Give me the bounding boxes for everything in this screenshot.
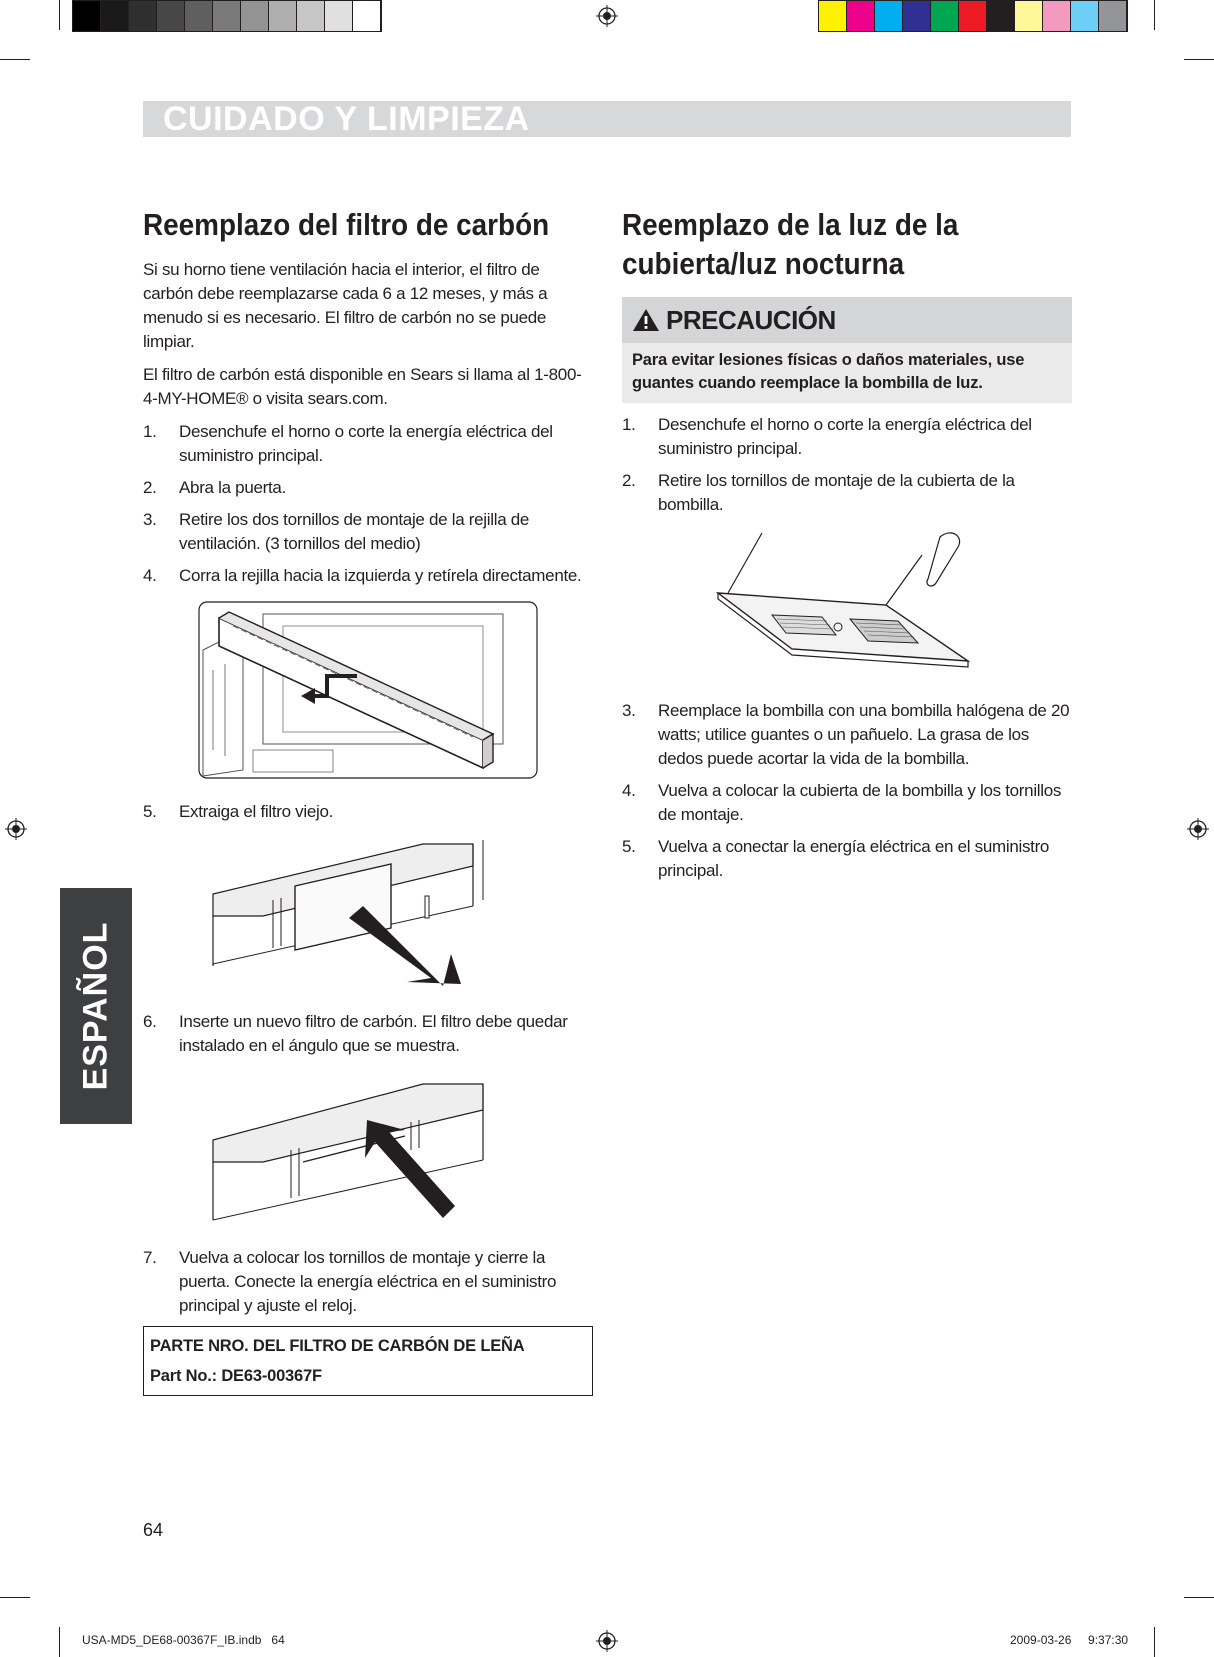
crop-mark	[1184, 1597, 1214, 1598]
caution-box	[622, 297, 1072, 403]
color-swatch	[325, 1, 353, 31]
charcoal-filter-section	[143, 205, 593, 1396]
list-item: 5. Vuelva a conectar la energía eléctrica en el suministro principal.	[622, 837, 1050, 880]
charcoal-filter-steps-cont2	[143, 1010, 593, 1058]
page-number: 64	[143, 1520, 164, 1540]
section-header-band	[143, 101, 1071, 137]
charcoal-filter-title: Reemplazo del filtro de carbón	[143, 207, 550, 242]
registration-mark-icon	[1187, 818, 1209, 840]
color-swatch	[129, 1, 157, 31]
color-swatch	[213, 1, 241, 31]
language-tab-label: ESPAÑOL	[76, 921, 115, 1091]
color-swatch	[1099, 1, 1127, 31]
crop-mark	[59, 1627, 60, 1657]
list-item: 6. Inserte un nuevo filtro de carbón. El filtro debe quedar instalado en el ángulo que se muestra.	[143, 1012, 568, 1055]
crop-mark	[0, 1597, 30, 1598]
color-swatch	[987, 1, 1015, 31]
color-swatch	[241, 1, 269, 31]
list-item: 4. Vuelva a colocar la cubierta de la bombilla y los tornillos de montaje.	[622, 781, 1062, 824]
crop-mark	[1154, 1627, 1155, 1657]
crop-mark	[0, 59, 30, 60]
caution-heading-label: PRECAUCIÓN	[666, 304, 836, 335]
crop-mark	[1154, 0, 1155, 30]
color-swatch	[185, 1, 213, 31]
registration-mark-icon	[596, 5, 618, 27]
section-header-title: CUIDADO Y LIMPIEZA	[163, 100, 530, 138]
charcoal-filter-availability: El filtro de carbón está disponible en Sears si llama al 1-800-4-MY-HOME® o visita sears.com.	[143, 365, 582, 408]
cooktop-light-steps	[622, 413, 1072, 517]
list-item: 5. Extraiga el filtro viejo.	[143, 802, 334, 821]
light-cover-illustration	[622, 531, 1072, 679]
list-item: 4. Corra la rejilla hacia la izquierda y retírela directamente.	[143, 566, 582, 585]
grayscale-bar	[72, 0, 382, 32]
list-item: 2. Retire los tornillos de montaje de la cubierta de la bombilla.	[622, 471, 1015, 514]
list-item: 1. Desenchufe el horno o corte la energía eléctrica del suministro principal.	[622, 415, 1032, 458]
color-swatch	[959, 1, 987, 31]
new-filter-insertion-illustration	[143, 1070, 593, 1232]
list-item: 1. Desenchufe el horno o corte la energía eléctrica del suministro principal.	[143, 422, 553, 465]
list-item: 2. Abra la puerta.	[143, 478, 287, 497]
color-swatch	[101, 1, 129, 31]
crop-mark	[59, 0, 60, 30]
color-swatch	[931, 1, 959, 31]
charcoal-filter-steps-cont3	[143, 1246, 593, 1318]
registration-mark-icon	[5, 818, 27, 840]
crop-mark	[1184, 59, 1214, 60]
color-swatch	[269, 1, 297, 31]
color-swatch	[903, 1, 931, 31]
color-swatch	[297, 1, 325, 31]
cooktop-light-section	[622, 205, 1072, 891]
old-filter-removal-illustration	[143, 836, 593, 996]
color-swatch	[1071, 1, 1099, 31]
color-swatch	[1043, 1, 1071, 31]
footer-datetime: 2009-03-26 9:37:30	[1010, 1633, 1129, 1647]
charcoal-filter-steps	[143, 420, 593, 588]
color-swatch	[73, 1, 101, 31]
cooktop-light-title: Reemplazo de la luz de la cubierta/luz nocturna	[622, 207, 959, 281]
list-item: 7. Vuelva a colocar los tornillos de montaje y cierre la puerta. Conecte la energía eléctrica en el suministro principal y ajuste el reloj.	[143, 1248, 557, 1315]
color-swatch	[353, 1, 381, 31]
language-tab	[60, 888, 132, 1124]
charcoal-filter-intro: Si su horno tiene ventilación hacia el interior, el filtro de carbón debe reemplazarse cada 6 a 12 meses, y más a menudo si es necesario. El filtro de carbón no se puede limpiar.	[143, 260, 548, 351]
color-swatch	[157, 1, 185, 31]
color-swatch	[1015, 1, 1043, 31]
part-number-value: Part No.: DE63-00367F	[150, 1367, 322, 1385]
color-swatch	[875, 1, 903, 31]
registration-mark-icon	[596, 1630, 618, 1652]
list-item: 3. Reemplace la bombilla con una bombilla halógena de 20 watts; utilice guantes o un pañuelo. La grasa de los dedos puede acortar la vida de la bombilla.	[622, 701, 1070, 768]
part-number-box	[143, 1326, 593, 1396]
part-number-heading: PARTE NRO. DEL FILTRO DE CARBÓN DE LEÑA	[150, 1337, 525, 1355]
vent-grille-removal-illustration	[143, 600, 593, 786]
color-swatch	[819, 1, 847, 31]
caution-heading	[622, 297, 1072, 343]
charcoal-filter-steps-cont	[143, 800, 593, 824]
footer-file-name: USA-MD5_DE68-00367F_IB.indb 64	[82, 1633, 285, 1647]
warning-icon	[632, 308, 660, 332]
cooktop-light-steps-cont	[622, 699, 1072, 883]
color-bar	[818, 0, 1128, 32]
caution-text: Para evitar lesiones físicas o daños materiales, use guantes cuando reemplace la bombilla de luz.	[632, 351, 1025, 392]
list-item: 3. Retire los dos tornillos de montaje de la rejilla de ventilación. (3 tornillos del medio)	[143, 510, 530, 553]
color-swatch	[847, 1, 875, 31]
